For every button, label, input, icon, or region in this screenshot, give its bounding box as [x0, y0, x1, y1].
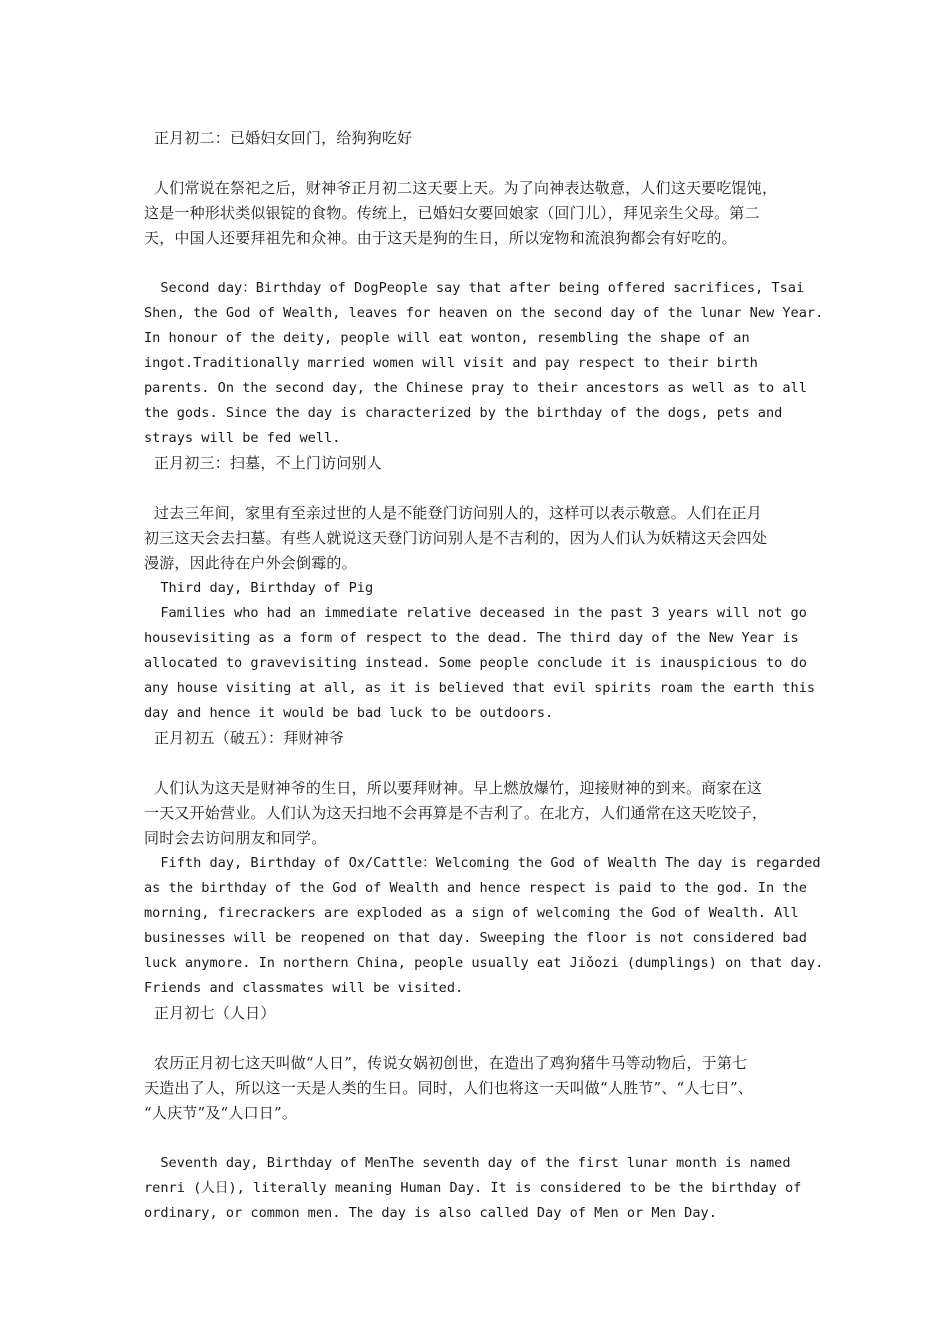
blank-line: [144, 476, 814, 501]
english-text-line: parents. On the second day, the Chinese pray to their ancestors as well as to all: [144, 380, 807, 396]
english-text-line: the gods. Since the day is characterized by the birthday of the dogs, pets and: [144, 405, 783, 421]
chinese-text-line: 人们认为这天是财神爷的生日，所以要拜财神。早上燃放爆竹，迎接财神的到来。商家在这: [144, 779, 762, 797]
chinese-text-line: 一天又开始营业。人们认为这天扫地不会再算是不吉利了。在北方，人们通常在这天吃饺子，: [144, 804, 768, 822]
english-text-line: strays will be fed well.: [144, 430, 341, 446]
chinese-text-line: 初三这天会去扫墓。有些人就说这天登门访问别人是不吉利的，因为人们认为妖精这天会四处: [144, 529, 768, 547]
english-text-line: Seventh day, Birthday of MenThe seventh day of the first lunar month is named: [144, 1155, 791, 1171]
chinese-text-line: 天，中国人还要拜祖先和众神。由于这天是狗的生日，所以宠物和流浪狗都会有好吃的。: [144, 229, 737, 247]
english-text-line: housevisiting as a form of respect to the dead. The third day of the New Year is: [144, 630, 799, 646]
english-text-line: Fifth day, Birthday of Ox/Cattle：Welcoming the God of Wealth The day is regarded: [144, 855, 821, 871]
chinese-text-line: 农历正月初七这天叫做“人日”，传说女娲初创世，在造出了鸡狗猪牛马等动物后，于第七: [144, 1054, 748, 1072]
english-text-line: renri (人日), literally meaning Human Day. It is considered to be the birthday of: [144, 1180, 802, 1196]
blank-line: [144, 751, 814, 776]
english-text-line: Friends and classmates will be visited.: [144, 980, 464, 996]
english-text-line: luck anymore. In northern China, people usually eat Jiǒozi (dumplings) on that day.: [144, 955, 824, 971]
english-text-line: ingot.Traditionally married women will visit and pay respect to their birth: [144, 355, 758, 371]
chinese-text-line: 过去三年间，家里有至亲过世的人是不能登门访问别人的，这样可以表示敬意。人们在正月: [144, 504, 762, 522]
chinese-text-line: 正月初五（破五）：拜财神爷: [144, 729, 345, 747]
english-text-line: Third day, Birthday of Pig: [144, 580, 374, 596]
chinese-text-line: 正月初三：扫墓，不上门访问别人: [144, 454, 382, 472]
chinese-text-line: 人们常说在祭祀之后，财神爷正月初二这天要上天。为了向神表达敬意，人们这天要吃馄饨，: [144, 179, 778, 197]
chinese-text-line: “人庆节”及“人口日”。: [144, 1104, 298, 1122]
chinese-text-line: 天造出了人，所以这一天是人类的生日。同时，人们也将这一天叫做“人胜节”、“人七日”、: [144, 1079, 754, 1097]
chinese-text-line: 正月初二：已婚妇女回门，给狗狗吃好: [144, 129, 413, 147]
blank-line: [144, 151, 814, 176]
chinese-text-line: 同时会去访问朋友和同学。: [144, 829, 327, 847]
english-text-line: any house visiting at all, as it is believed that evil spirits roam the earth this: [144, 680, 816, 696]
blank-line: [144, 1126, 814, 1151]
english-text-line: allocated to gravevisiting instead. Some people conclude it is inauspicious to do: [144, 655, 807, 671]
document-page: [144, 126, 824, 1226]
blank-line: [144, 1026, 814, 1051]
chinese-text-line: 正月初七（人日）: [144, 1004, 276, 1022]
english-text-line: day and hence it would be bad luck to be outdoors.: [144, 705, 554, 721]
english-text-line: morning, firecrackers are exploded as a sign of welcoming the God of Wealth. All: [144, 905, 799, 921]
chinese-text-line: 这是一种形状类似银锭的食物。传统上，已婚妇女要回娘家（回门儿），拜见亲生父母。第二: [144, 204, 760, 222]
english-text-line: In honour of the deity, people will eat wonton, resembling the shape of an: [144, 330, 750, 346]
english-text-line: Second day：Birthday of DogPeople say that after being offered sacrifices, Tsai: [144, 280, 805, 296]
chinese-text-line: 漫游，因此待在户外会倒霉的。: [144, 554, 357, 572]
english-text-line: as the birthday of the God of Wealth and hence respect is paid to the god. In the: [144, 880, 807, 896]
blank-line: [144, 251, 814, 276]
english-text-line: ordinary, or common men. The day is also called Day of Men or Men Day.: [144, 1205, 717, 1221]
english-text-line: Families who had an immediate relative deceased in the past 3 years will not go: [144, 605, 807, 621]
english-text-line: businesses will be reopened on that day. Sweeping the floor is not considered bad: [144, 930, 807, 946]
english-text-line: Shen, the God of Wealth, leaves for heaven on the second day of the lunar New Year.: [144, 305, 824, 321]
